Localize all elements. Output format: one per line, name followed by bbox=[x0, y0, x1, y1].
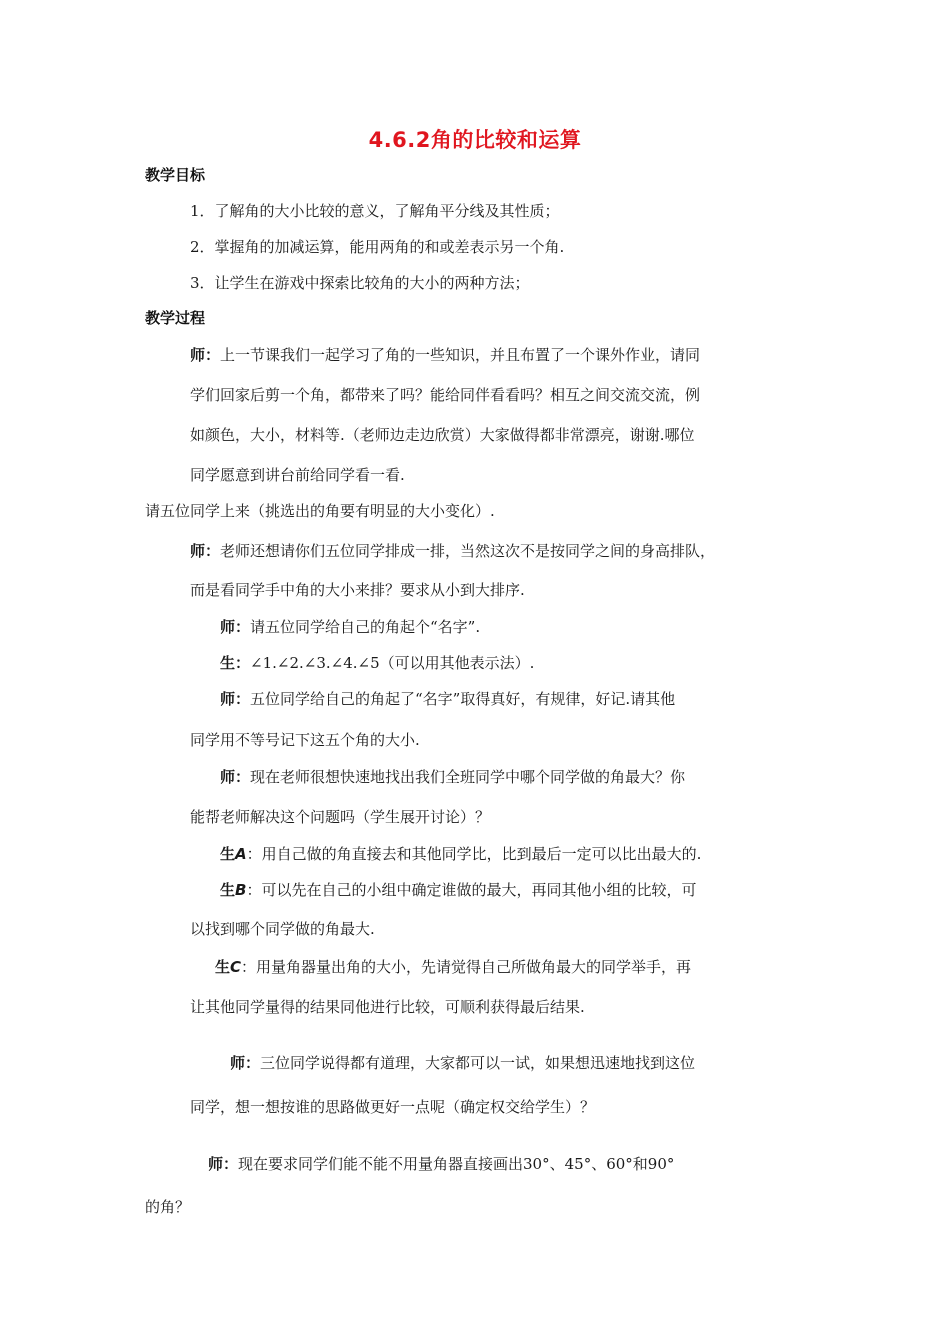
line-text: 请五位同学给自己的角起个“名字”. bbox=[250, 618, 481, 636]
speaker-label: 师： bbox=[208, 1155, 239, 1173]
section-heading-goals: 教学目标 bbox=[145, 166, 206, 184]
speaker-label: 生： bbox=[220, 654, 251, 672]
paragraph-line bbox=[230, 1052, 695, 1073]
speaker-label: 师： bbox=[220, 768, 251, 786]
speaker-letter: A bbox=[235, 845, 247, 863]
speaker-label: 师： bbox=[220, 618, 251, 636]
speaker-label bbox=[215, 958, 241, 976]
paragraph-line bbox=[220, 652, 534, 673]
line-text: ∠1.∠2.∠3.∠4.∠5（可以用其他表示法）. bbox=[250, 654, 535, 672]
paragraph-line: 学们回家后剪一个角，都带来了吗？能给同伴看看吗？相互之间交流交流，例 bbox=[190, 386, 701, 404]
speaker-label bbox=[220, 845, 247, 863]
speaker-label-text: 生 bbox=[220, 881, 236, 899]
paragraph-line bbox=[190, 344, 700, 365]
section-heading-process: 教学过程 bbox=[145, 309, 206, 327]
paragraph-line: 让其他同学量得的结果同他进行比较，可顺利获得最后结果. bbox=[190, 998, 585, 1016]
paragraph-line bbox=[220, 616, 480, 637]
paragraph-line: 能帮老师解决这个问题吗（学生展开讨论）？ bbox=[190, 808, 491, 826]
speaker-letter: B bbox=[235, 881, 247, 899]
paragraph-line bbox=[220, 766, 685, 787]
paragraph-line: 的角？ bbox=[145, 1198, 191, 1216]
line-text: 上一节课我们一起学习了角的一些知识，并且布置了一个课外作业，请同 bbox=[220, 346, 701, 364]
paragraph-line: 如颜色，大小，材料等.（老师边走边欣赏）大家做得都非常漂亮，谢谢.哪位 bbox=[190, 426, 695, 444]
paragraph-line bbox=[220, 688, 675, 709]
speaker-letter: C bbox=[230, 958, 242, 976]
paragraph-line: 同学用不等号记下这五个角的大小. bbox=[190, 731, 420, 749]
line-text: ：可以先在自己的小组中确定谁做的最大，再同其他小组的比较，可 bbox=[246, 881, 697, 899]
paragraph-line bbox=[190, 540, 715, 561]
line-text: ：用自己做的角直接去和其他同学比，比到最后一定可以比出最大的. bbox=[246, 845, 702, 863]
line-text: 五位同学给自己的角起了“名字”取得真好，有规律，好记.请其他 bbox=[250, 690, 676, 708]
line-text: 三位同学说得都有道理，大家都可以一试，如果想迅速地找到这位 bbox=[260, 1054, 696, 1072]
line-text: 老师还想请你们五位同学排成一排，当然这次不是按同学之间的身高排队， bbox=[220, 542, 716, 560]
paragraph-line: 同学，想一想按谁的思路做更好一点呢（确定权交给学生）？ bbox=[190, 1098, 596, 1116]
line-text: 现在要求同学们能不能不用量角器直接画出30°、45°、60°和90° bbox=[238, 1155, 675, 1173]
document-title: 4.6.2角的比较和运算 bbox=[368, 128, 582, 152]
line-text: 现在老师很想快速地找出我们全班同学中哪个同学做的角最大？你 bbox=[250, 768, 686, 786]
paragraph-line: 请五位同学上来（挑选出的角要有明显的大小变化）. bbox=[145, 502, 495, 520]
paragraph-line: 以找到哪个同学做的角最大. bbox=[190, 920, 375, 938]
paragraph-line bbox=[220, 843, 701, 864]
paragraph-line: 而是看同学手中角的大小来排？要求从小到大排序. bbox=[190, 581, 525, 599]
speaker-label: 师： bbox=[190, 346, 221, 364]
speaker-label: 师： bbox=[230, 1054, 261, 1072]
goal-item: 3．让学生在游戏中探索比较角的大小的两种方法； bbox=[190, 274, 530, 292]
line-text: ：用量角器量出角的大小，先请觉得自己所做角最大的同学举手，再 bbox=[241, 958, 692, 976]
goal-item: 2．掌握角的加减运算，能用两角的和或差表示另一个角. bbox=[190, 238, 565, 256]
goal-item: 1．了解角的大小比较的意义，了解角平分线及其性质； bbox=[190, 202, 560, 220]
speaker-label bbox=[220, 881, 246, 899]
speaker-label-text: 生 bbox=[220, 845, 236, 863]
paragraph-line bbox=[215, 956, 691, 977]
paragraph-line: 同学愿意到讲台前给同学看一看. bbox=[190, 466, 405, 484]
speaker-label: 师： bbox=[190, 542, 221, 560]
speaker-label-text: 生 bbox=[215, 958, 231, 976]
paragraph-line bbox=[220, 879, 696, 900]
speaker-label: 师： bbox=[220, 690, 251, 708]
paragraph-line bbox=[208, 1153, 674, 1174]
